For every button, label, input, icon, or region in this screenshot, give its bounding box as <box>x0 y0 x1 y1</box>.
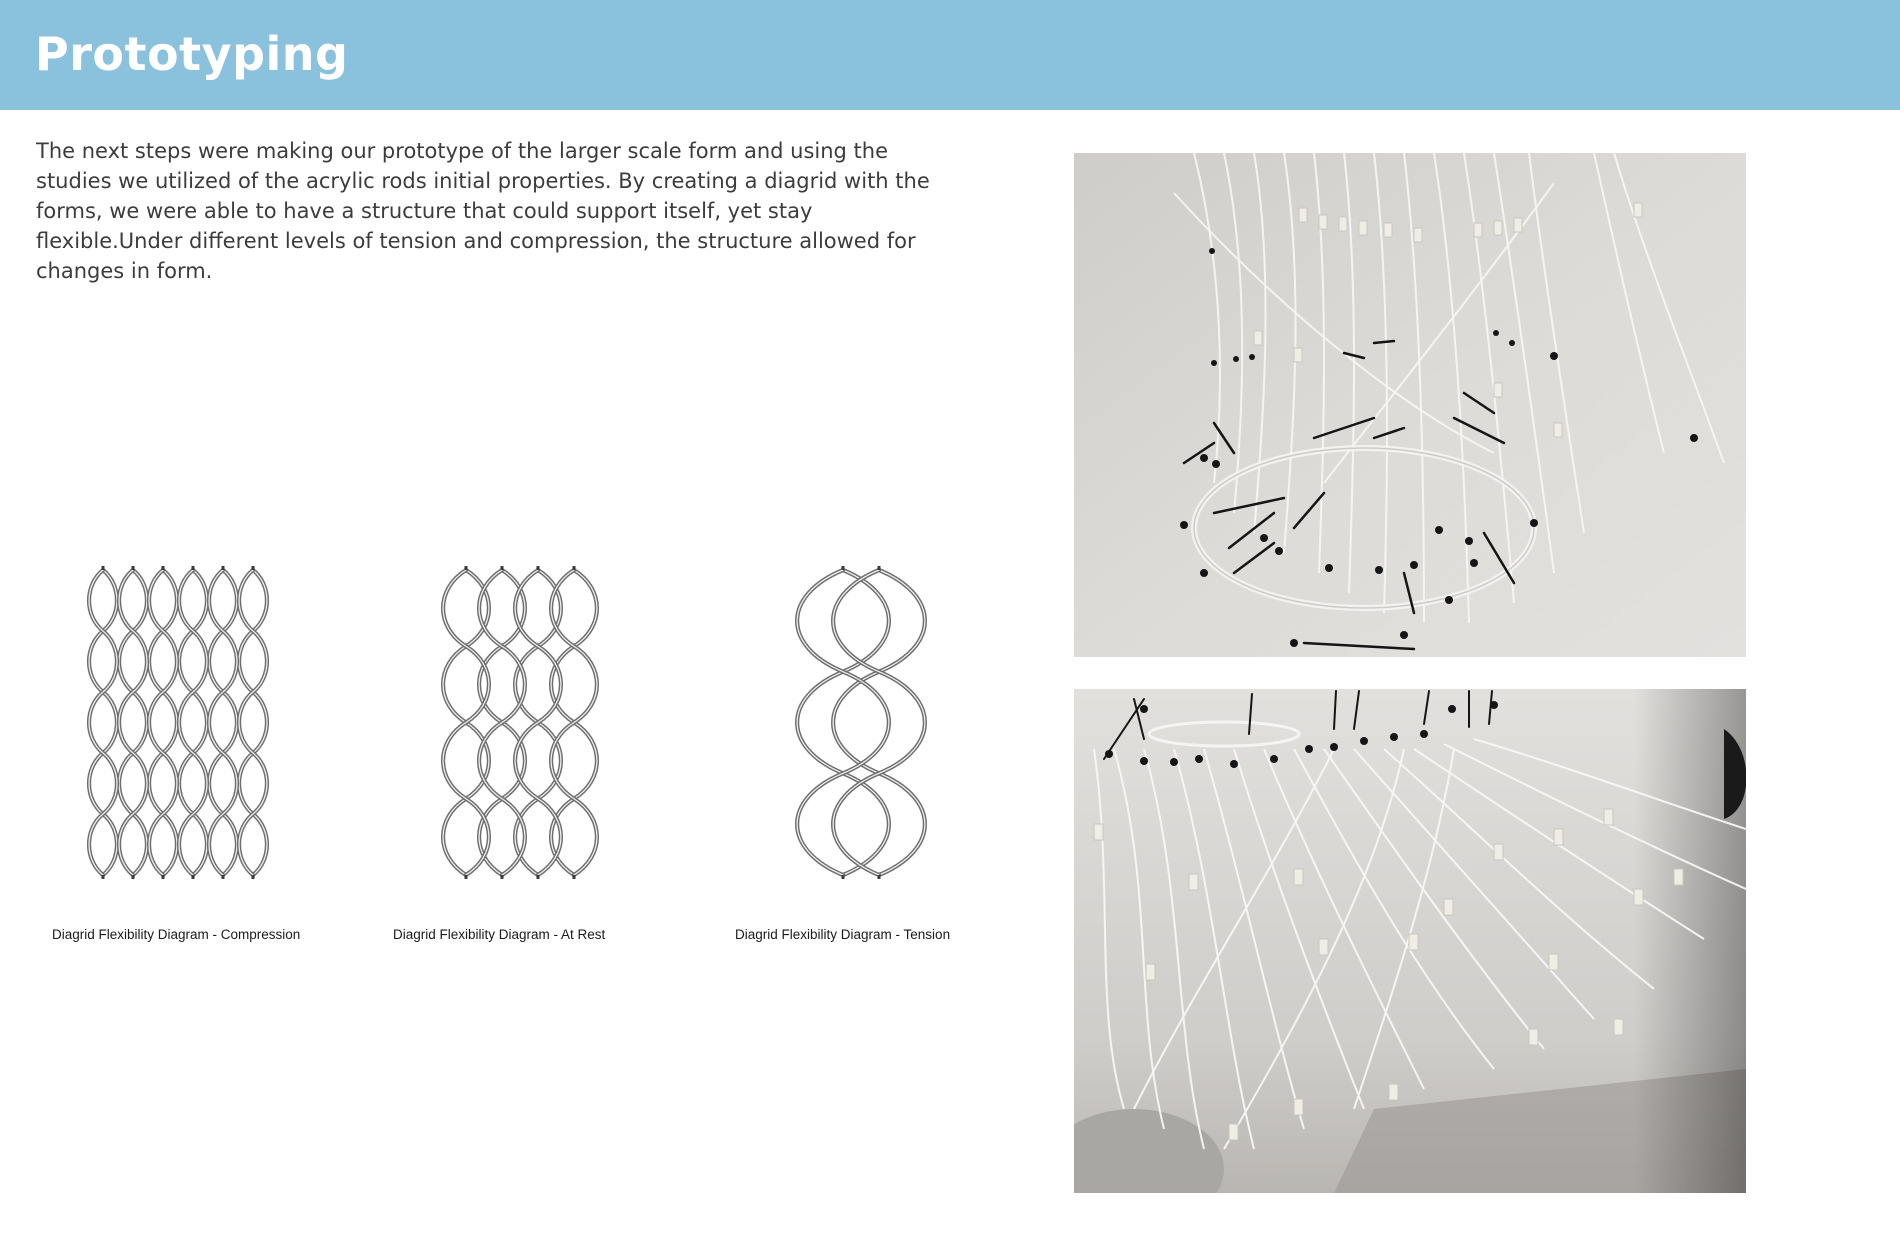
diagrid-rod-tension-b-1 <box>833 570 925 875</box>
header-bar <box>0 0 1900 110</box>
diagrid-rod-core-tension-b-1 <box>833 570 925 875</box>
intro-paragraph: The next steps were making our prototype of the larger scale form and using the studies we utilized of the acrylic rods initial properties. By creating a diagrid with the forms, we were able to have a structure that could support itself, yet stay flexible.Under different levels of tension and compression, the structure allowed for changes in form. <box>36 139 930 283</box>
diagrid-rod-tension-b-0 <box>797 570 889 875</box>
diagrid-diagram-tension <box>751 560 971 885</box>
prototype-photo-bottom-image <box>1074 689 1746 1193</box>
diagrid-rod-core-tension-a-0 <box>797 570 889 875</box>
diagrid-rod-core-tension-a-1 <box>833 570 925 875</box>
page-title: Prototyping <box>35 27 349 81</box>
caption-tension: Diagrid Flexibility Diagram - Tension <box>735 927 951 942</box>
caption-at-rest: Diagrid Flexibility Diagram - At Rest <box>393 927 606 942</box>
prototype-photo-bottom <box>1074 689 1746 1193</box>
diagrid-rod-tension-a-0 <box>797 570 889 875</box>
diagrid-rod-core-at-rest-b-0 <box>443 570 489 875</box>
diagrid-at-rest-figure <box>410 560 630 885</box>
diagrid-diagram-at-rest <box>410 560 630 885</box>
diagrid-tension-figure <box>751 560 971 885</box>
diagrid-diagram-compression <box>68 560 288 885</box>
diagrid-compression-figure <box>68 560 288 885</box>
caption-compression: Diagrid Flexibility Diagram - Compression <box>52 927 301 942</box>
diagrid-rod-core-at-rest-b-2 <box>515 570 561 875</box>
prototype-photo-top <box>1074 153 1746 657</box>
prototype-photo-top-image <box>1074 153 1746 657</box>
diagrid-rod-core-tension-b-0 <box>797 570 889 875</box>
diagrid-rod-core-at-rest-b-1 <box>479 570 525 875</box>
diagrid-rod-core-at-rest-b-3 <box>551 570 597 875</box>
diagrid-rod-tension-a-1 <box>833 570 925 875</box>
